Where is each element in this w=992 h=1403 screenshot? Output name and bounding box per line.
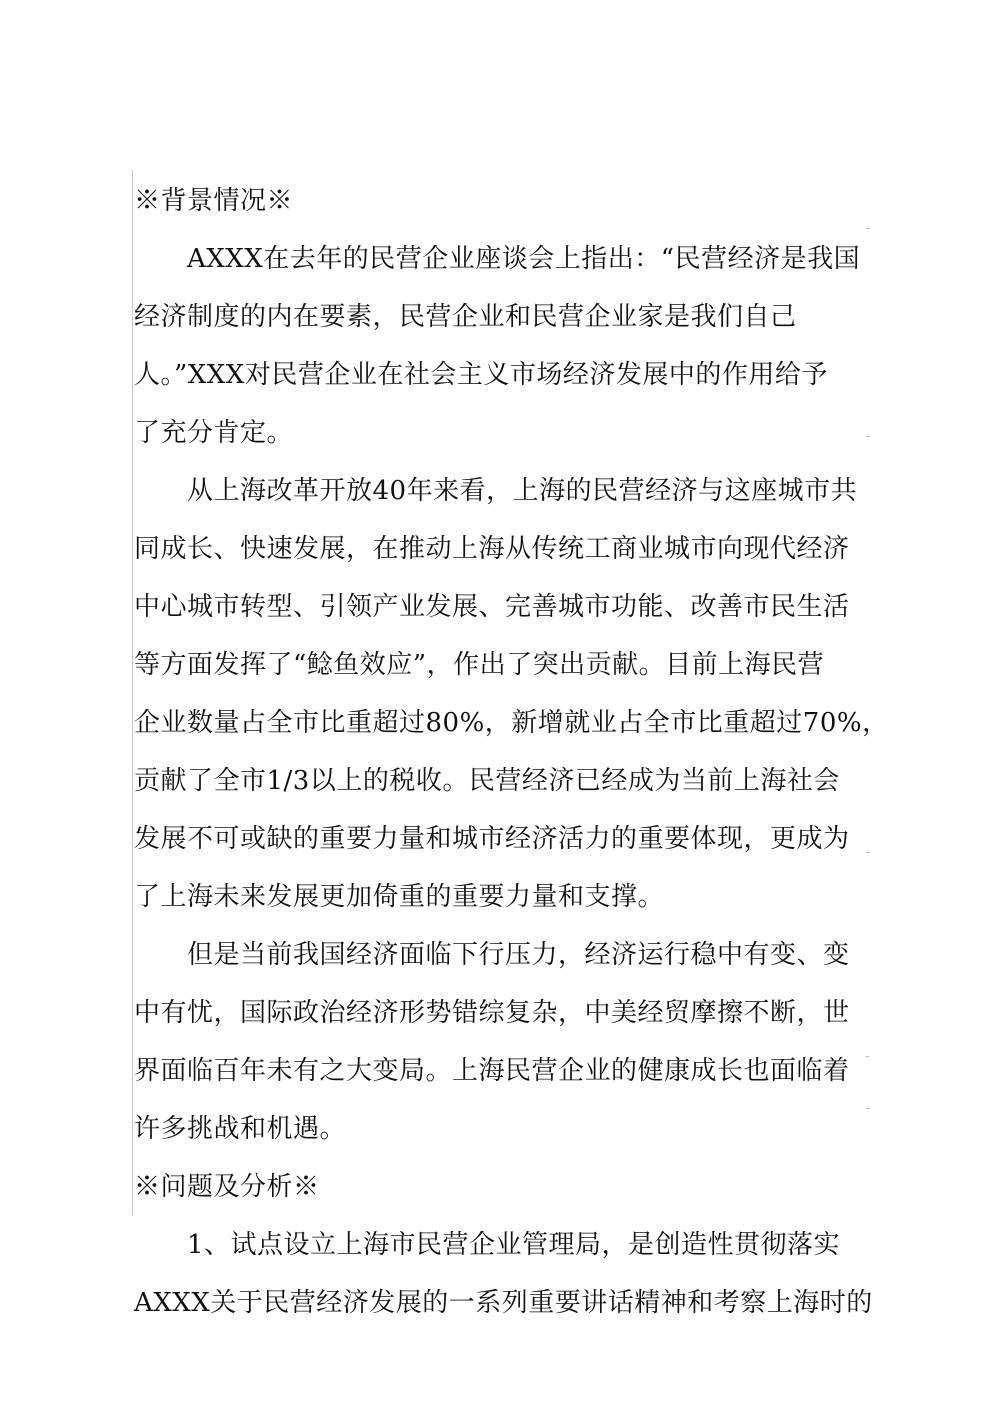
- paragraph-line: 从上海改革开放40年来看，上海的民营经济与这座城市共: [134, 476, 858, 506]
- paragraph-line: 中心城市转型、引领产业发展、完善城市功能、改善市民生活: [134, 592, 850, 622]
- paragraph-line: 许多挑战和机遇。: [134, 1114, 347, 1144]
- section-heading-background: ※背景情况※: [134, 186, 294, 216]
- paragraph-line: 人。”XXX对民营企业在社会主义市场经济发展中的作用给予: [134, 360, 828, 390]
- paragraph-line: AXXX关于民营经济发展的一系列重要讲话精神和考察上海时的: [134, 1288, 873, 1318]
- paragraph-mark: [866, 1056, 869, 1057]
- paragraph-line: 界面临百年未有之大变局。上海民营企业的健康成长也面临着: [134, 1056, 850, 1086]
- paragraph-line: 1、试点设立上海市民营企业管理局，是创造性贯彻落实: [134, 1230, 841, 1260]
- paragraph-mark: [866, 228, 869, 229]
- paragraph-line: 但是当前我国经济面临下行压力，经济运行稳中有变、变: [134, 940, 850, 970]
- paragraph-line: AXXX在去年的民营企业座谈会上指出：“民营经济是我国: [134, 244, 861, 274]
- paragraph-line: 了充分肯定。: [134, 418, 294, 448]
- paragraph-mark: [866, 852, 869, 853]
- paragraph-line: 经济制度的内在要素，民营企业和民营企业家是我们自己: [134, 302, 797, 332]
- paragraph-line: 企业数量占全市比重超过80%，新增就业占全市比重超过70%，: [134, 708, 889, 738]
- paragraph-line: 发展不可或缺的重要力量和城市经济活力的重要体现，更成为: [134, 824, 850, 854]
- section-heading-analysis: ※问题及分析※: [134, 1172, 320, 1202]
- paragraph-mark: [866, 436, 869, 437]
- paragraph-line: 了上海未来发展更加倚重的重要力量和支撑。: [134, 882, 665, 912]
- paragraph-mark: [866, 1108, 869, 1109]
- paragraph-line: 等方面发挥了“鲶鱼效应”，作出了突出贡献。目前上海民营: [134, 650, 825, 680]
- paragraph-line: 同成长、快速发展，在推动上海从传统工商业城市向现代经济: [134, 534, 850, 564]
- page-margin-line: [132, 170, 133, 1215]
- paragraph-line: 中有忧，国际政治经济形势错综复杂，中美经贸摩擦不断，世: [134, 998, 850, 1028]
- paragraph-line: 贡献了全市1/3以上的税收。民营经济已经成为当前上海社会: [134, 766, 840, 796]
